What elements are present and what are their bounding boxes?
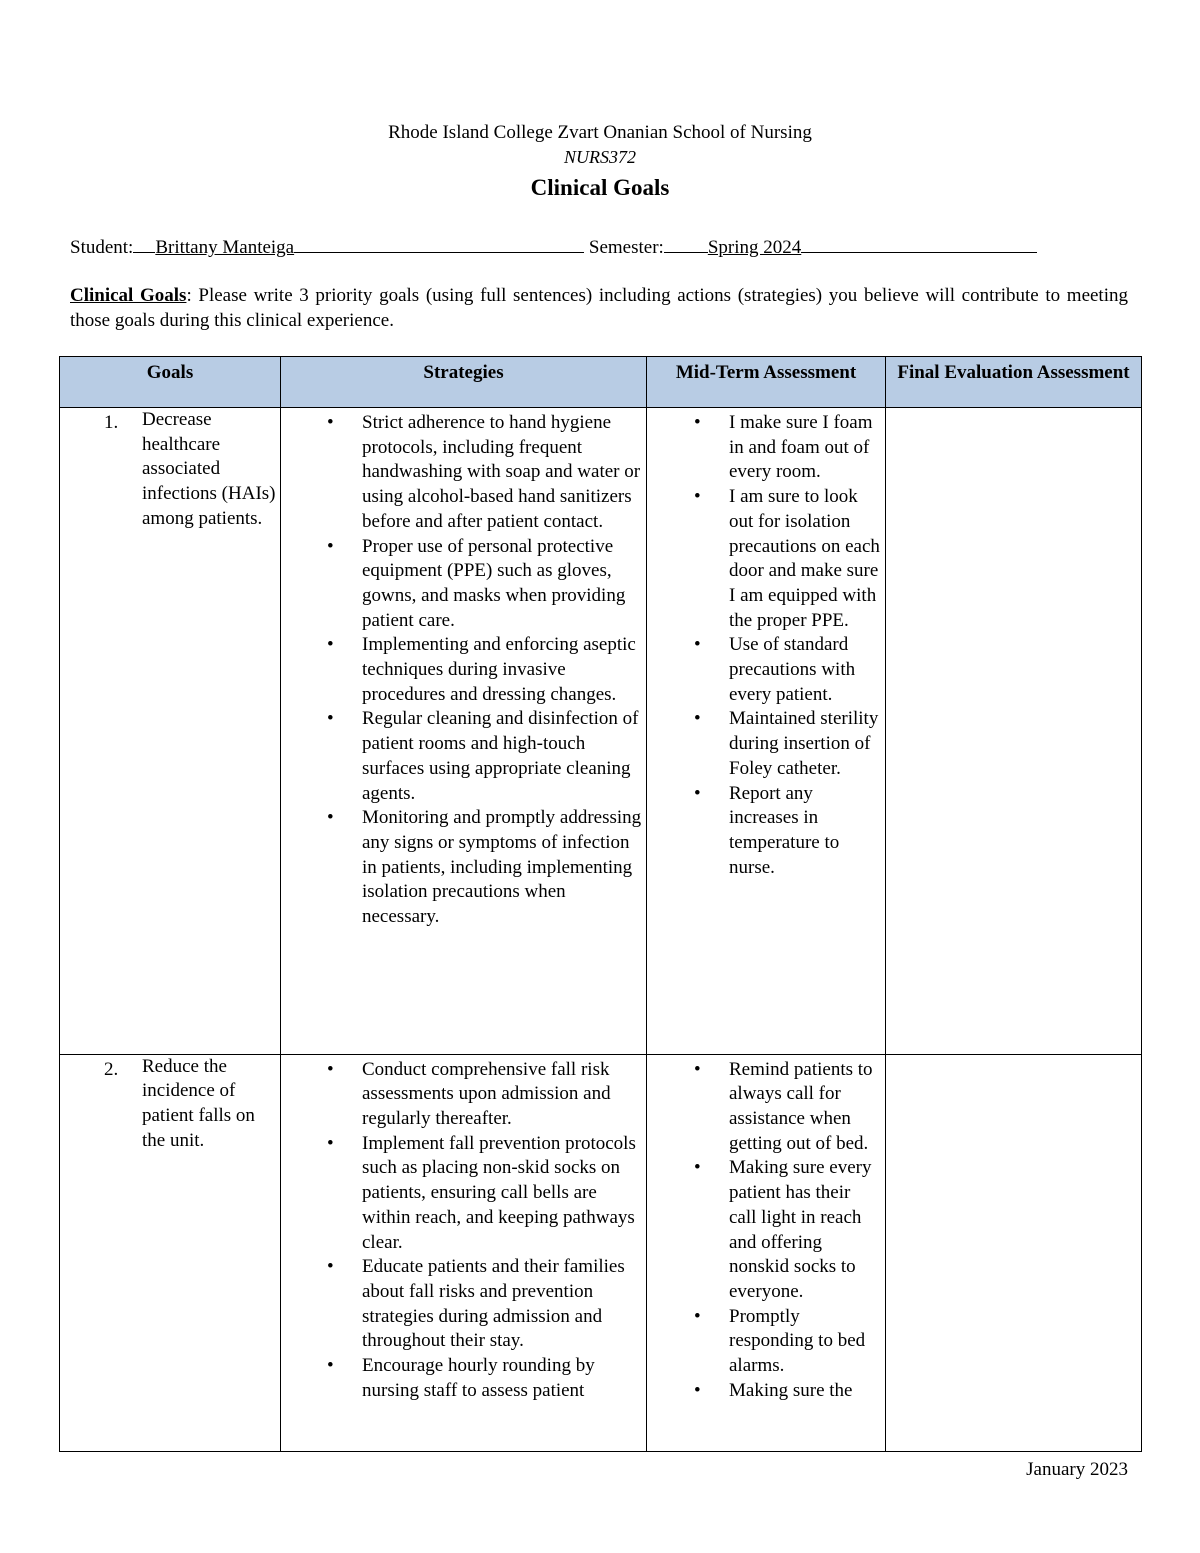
strategy-item: • Educate patients and their families about fall risks and prevention strategies during admission and throughout their stay. bbox=[281, 1255, 642, 1354]
final-evaluation-cell bbox=[886, 408, 1142, 1055]
instructions bbox=[70, 283, 1128, 333]
final-evaluation-cell bbox=[886, 1054, 1142, 1451]
strategy-item: • Implement fall prevention protocols such as placing non-skid socks on patients, ensuring call bells are within reach, and keeping pathways clear. bbox=[281, 1132, 642, 1256]
header-final: Final Evaluation Assessment bbox=[886, 357, 1142, 408]
strategies-cell bbox=[281, 1054, 647, 1451]
strategy-item: • Strict adherence to hand hygiene protocols, including frequent handwashing with soap and water or using alcohol-based hand sanitizers before and after patient contact. bbox=[281, 411, 642, 535]
student-name: Brittany Manteiga bbox=[155, 237, 295, 258]
student-info-line bbox=[70, 233, 1130, 261]
strategy-item: • Encourage hourly rounding by nursing staff to assess patient bbox=[281, 1354, 642, 1403]
strategy-item: • Proper use of personal protective equipment (PPE) such as gloves, gowns, and masks when providing patient care. bbox=[281, 535, 642, 634]
midterm-item: • Maintained sterility during insertion of Foley catheter. bbox=[647, 707, 881, 781]
goal-cell bbox=[60, 408, 281, 1055]
table-row bbox=[60, 1054, 1142, 1451]
midterm-item: • Remind patients to always call for assistance when getting out of bed. bbox=[647, 1058, 881, 1157]
goal-text: Decrease healthcare associated infections (HAIs) among patients. bbox=[142, 409, 276, 529]
document-header bbox=[0, 120, 1200, 205]
midterm-item: • I am sure to look out for isolation precautions on each door and make sure I am equipped with the proper PPE. bbox=[647, 485, 881, 633]
school-name: Rhode Island College Zvart Onanian School of Nursing bbox=[388, 122, 812, 143]
student-label: Student: bbox=[70, 237, 134, 258]
instructions-label: Clinical Goals bbox=[70, 285, 187, 306]
table-header-row bbox=[60, 357, 1142, 408]
midterm-item: • Use of standard precautions with every patient. bbox=[647, 633, 881, 707]
header-strategies: Strategies bbox=[281, 357, 647, 408]
clinical-goals-table bbox=[59, 356, 1142, 1452]
strategy-item: • Conduct comprehensive fall risk assessments upon admission and regularly thereafter. bbox=[281, 1058, 642, 1132]
footer-date: January 2023 bbox=[1026, 1459, 1128, 1480]
goal-number: 1. bbox=[104, 412, 119, 434]
midterm-item: • I make sure I foam in and foam out of every room. bbox=[647, 411, 881, 485]
header-midterm: Mid-Term Assessment bbox=[647, 357, 886, 408]
strategies-cell bbox=[281, 408, 647, 1055]
midterm-item: • Promptly responding to bed alarms. bbox=[647, 1305, 881, 1379]
course-code: NURS372 bbox=[564, 147, 636, 167]
goal-cell bbox=[60, 1054, 281, 1451]
goal-text: Reduce the incidence of patient falls on the unit. bbox=[142, 1055, 255, 1151]
table-row bbox=[60, 408, 1142, 1055]
semester-value: Spring 2024 bbox=[707, 237, 802, 258]
midterm-item: • Making sure the bbox=[647, 1379, 881, 1404]
midterm-cell bbox=[647, 1054, 886, 1451]
strategy-item: • Implementing and enforcing aseptic techniques during invasive procedures and dressing changes. bbox=[281, 633, 642, 707]
semester-label: Semester: bbox=[588, 237, 664, 258]
header-goals: Goals bbox=[60, 357, 281, 408]
goal-number: 2. bbox=[104, 1058, 119, 1080]
page-title: Clinical Goals bbox=[530, 175, 670, 200]
midterm-cell bbox=[647, 408, 886, 1055]
instructions-text: : Please write 3 priority goals (using full sentences) including actions (strategies) you believe will contribute to meeting those goals during this clinical experience. bbox=[70, 285, 1128, 331]
strategy-item: • Regular cleaning and disinfection of patient rooms and high-touch surfaces using appropriate cleaning agents. bbox=[281, 707, 642, 806]
midterm-item: • Making sure every patient has their call light in reach and offering nonskid socks to everyone. bbox=[647, 1156, 881, 1304]
midterm-item: • Report any increases in temperature to nurse. bbox=[647, 782, 881, 881]
strategy-item: • Monitoring and promptly addressing any signs or symptoms of infection in patients, including implementing isolation precautions when necessary. bbox=[281, 806, 642, 930]
